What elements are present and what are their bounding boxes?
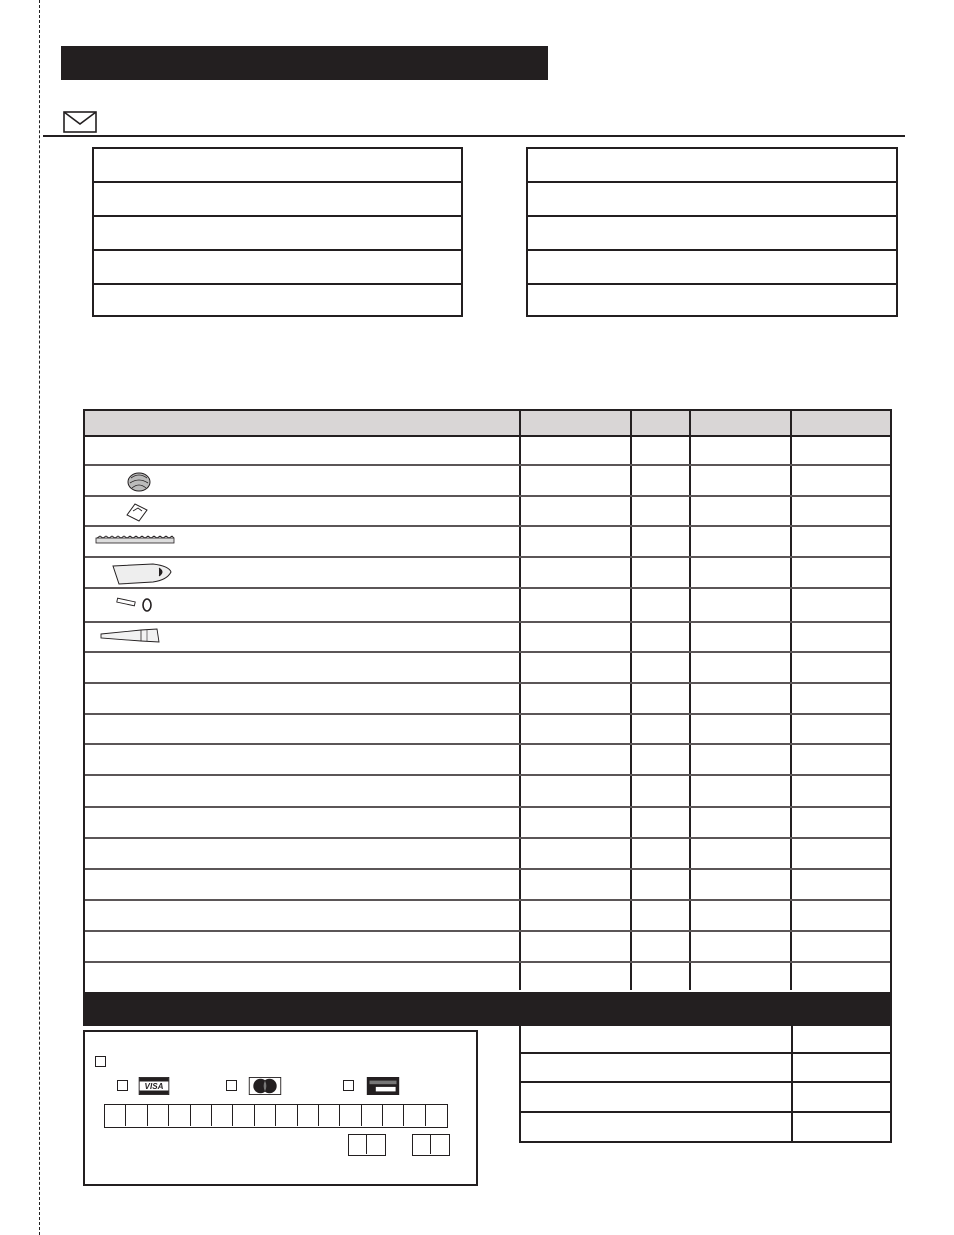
shipping-address-box <box>526 147 898 317</box>
expiry-month-boxes[interactable] <box>348 1134 386 1156</box>
saw-blade-strip-icon <box>95 535 177 547</box>
table-row <box>85 930 890 932</box>
table-row <box>85 868 890 870</box>
table-row <box>85 899 890 901</box>
address-field[interactable] <box>528 149 896 183</box>
subtotal-bar <box>83 992 892 1026</box>
column-divider <box>519 411 521 990</box>
table-row <box>85 961 890 963</box>
mastercard-icon <box>247 1077 283 1095</box>
envelope-icon <box>63 111 97 133</box>
address-field[interactable] <box>94 183 461 217</box>
address-field[interactable] <box>528 251 896 285</box>
tapered-tip-icon <box>99 625 161 647</box>
nozzle-icon <box>109 560 175 586</box>
table-header <box>85 411 890 437</box>
table-row <box>85 682 890 684</box>
pin-and-ring-icon <box>115 595 155 613</box>
totals-row <box>521 1081 890 1083</box>
table-row <box>85 774 890 776</box>
table-row <box>85 556 890 558</box>
address-field[interactable] <box>94 251 461 285</box>
header-rule <box>43 135 905 137</box>
table-row <box>85 587 890 589</box>
american-express-icon <box>365 1077 401 1095</box>
address-field[interactable] <box>528 183 896 217</box>
totals-divider <box>791 1026 793 1141</box>
table-row <box>85 464 890 466</box>
totals-box <box>519 1026 892 1143</box>
amex-checkbox[interactable] <box>343 1080 354 1091</box>
table-row <box>85 806 890 808</box>
svg-text:VISA: VISA <box>144 1082 164 1092</box>
card-number-boxes[interactable] <box>104 1104 448 1128</box>
charge-card-checkbox[interactable] <box>95 1056 106 1067</box>
totals-row <box>521 1111 890 1113</box>
expiry-year-boxes[interactable] <box>412 1134 450 1156</box>
address-field[interactable] <box>94 217 461 251</box>
bracket-icon <box>123 501 153 523</box>
column-divider <box>790 411 792 990</box>
totals-row <box>521 1052 890 1054</box>
billing-address-box <box>92 147 463 317</box>
table-row <box>85 525 890 527</box>
address-field[interactable] <box>528 217 896 251</box>
address-field[interactable] <box>528 285 896 319</box>
column-divider <box>689 411 691 990</box>
table-row <box>85 837 890 839</box>
mastercard-checkbox[interactable] <box>226 1080 237 1091</box>
order-table <box>83 409 892 1026</box>
payment-box <box>83 1030 478 1186</box>
address-field[interactable] <box>94 285 461 319</box>
table-row <box>85 651 890 653</box>
cut-line <box>39 0 40 1235</box>
address-field[interactable] <box>94 149 461 183</box>
table-row <box>85 713 890 715</box>
tool-head-icon <box>125 470 155 494</box>
table-row <box>85 495 890 497</box>
form-title-bar <box>61 46 548 80</box>
table-row <box>85 743 890 745</box>
visa-checkbox[interactable] <box>117 1080 128 1091</box>
visa-card-icon <box>137 1077 171 1095</box>
table-row <box>85 621 890 623</box>
column-divider <box>630 411 632 990</box>
